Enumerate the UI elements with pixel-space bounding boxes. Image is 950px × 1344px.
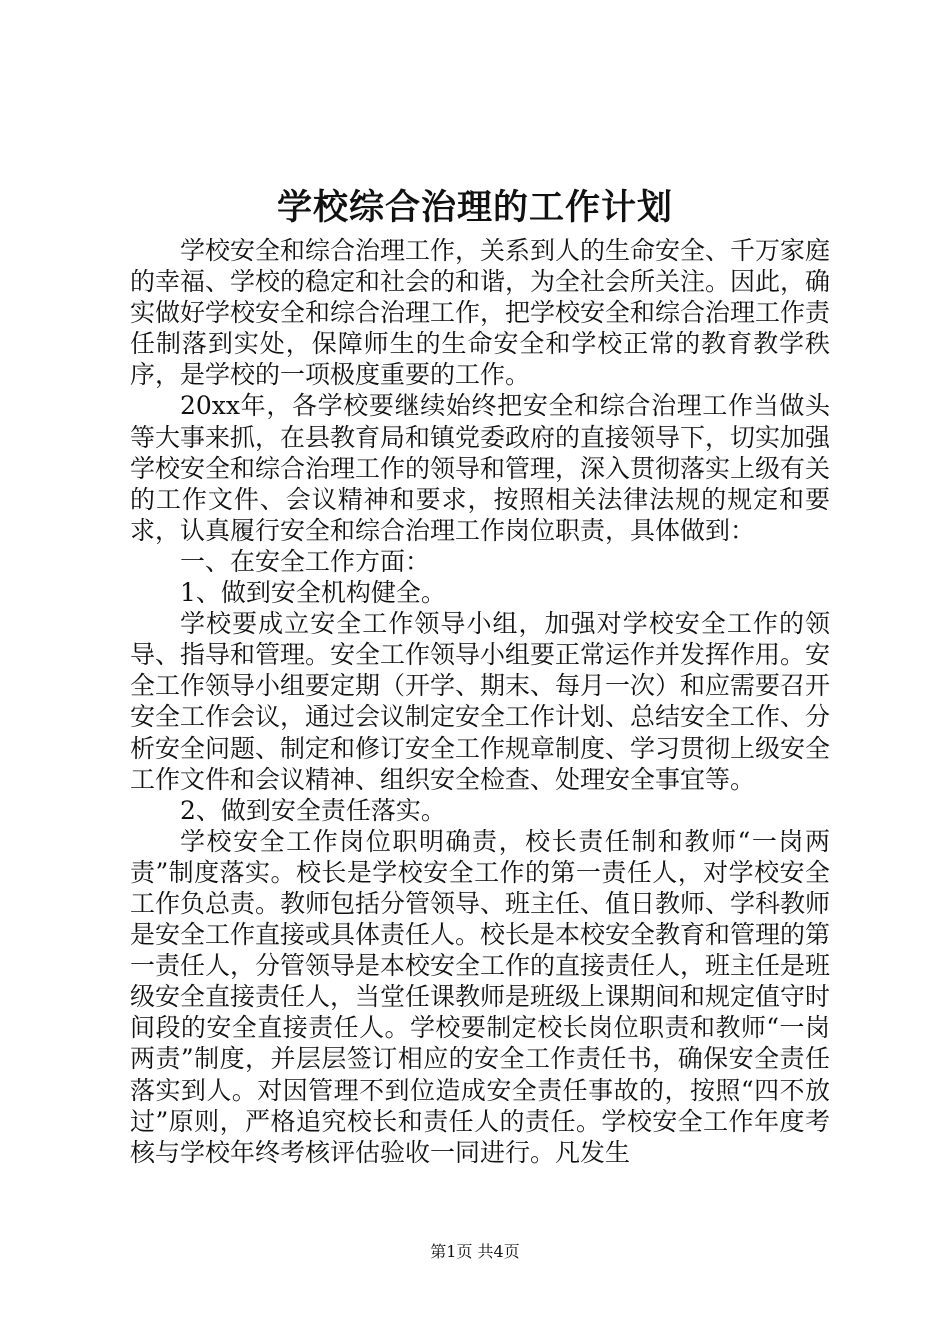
document-title: 学校综合治理的工作计划 xyxy=(276,187,673,228)
paragraph-plan: 20xx年，各学校要继续始终把安全和综合治理工作当做头等大事来抓，在县教育局和镇党委政府的直接领导下，切实加强学校安全和综合治理工作的领导和管理，深入贯彻落实上级有关的工作文件、会议精神和要求，按照相关法律法规的规定和要求，认真履行安全和综合治理工作岗位职责，具体做到： xyxy=(130,391,831,545)
page-footer: 第1页 共4页 xyxy=(430,1242,520,1261)
paragraph-intro: 学校安全和综合治理工作，关系到人的生命安全、千万家庭的幸福、学校的稳定和社会的和谐，为全社会所关注。因此，确实做好学校安全和综合治理工作，把学校安全和综合治理工作责任制落到实处，保障师生的生命安全和学校正常的教育教学秩序，是学校的一项极度重要的工作。 xyxy=(130,236,831,390)
subheading-organization: 1、做到安全机构健全。 xyxy=(180,578,446,608)
section-heading-safety: 一、在安全工作方面： xyxy=(180,546,431,576)
document-body xyxy=(130,235,830,1168)
paragraph-organization: 学校要成立安全工作领导小组，加强对学校安全工作的领导、指导和管理。安全工作领导小组要正常运作并发挥作用。安全工作领导小组要定期（开学、期末、每月一次）和应需要召开安全工作会议，通过会议制定安全工作计划、总结安全工作、分析安全问题、制定和修订安全工作规章制度、学习贯彻上级安全工作文件和会议精神、组织安全检查、处理安全事宜等。 xyxy=(130,609,831,794)
paragraph-responsibility: 学校安全工作岗位职明确责，校长责任制和教师“一岗两责”制度落实。校长是学校安全工作的第一责任人，对学校安全工作负总责。教师包括分管领导、班主任、值日教师、学科教师是安全工作直接或具体责任人。校长是本校安全教育和管理的第一责任人，分管领导是本校安全工作的直接责任人，班主任是班级安全直接责任人，当堂任课教师是班级上课期间和规定值守时间段的安全直接责任人。学校要制定校长岗位职责和教师“一岗两责”制度，并层层签订相应的安全工作责任书，确保安全责任落实到人。对因管理不到位造成安全责任事故的，按照“四不放过”原则，严格追究校长和责任人的责任。学校安全工作年度考核与学校年终考核评估验收一同进行。凡发生 xyxy=(130,826,831,1167)
subheading-responsibility: 2、做到安全责任落实。 xyxy=(180,795,446,825)
